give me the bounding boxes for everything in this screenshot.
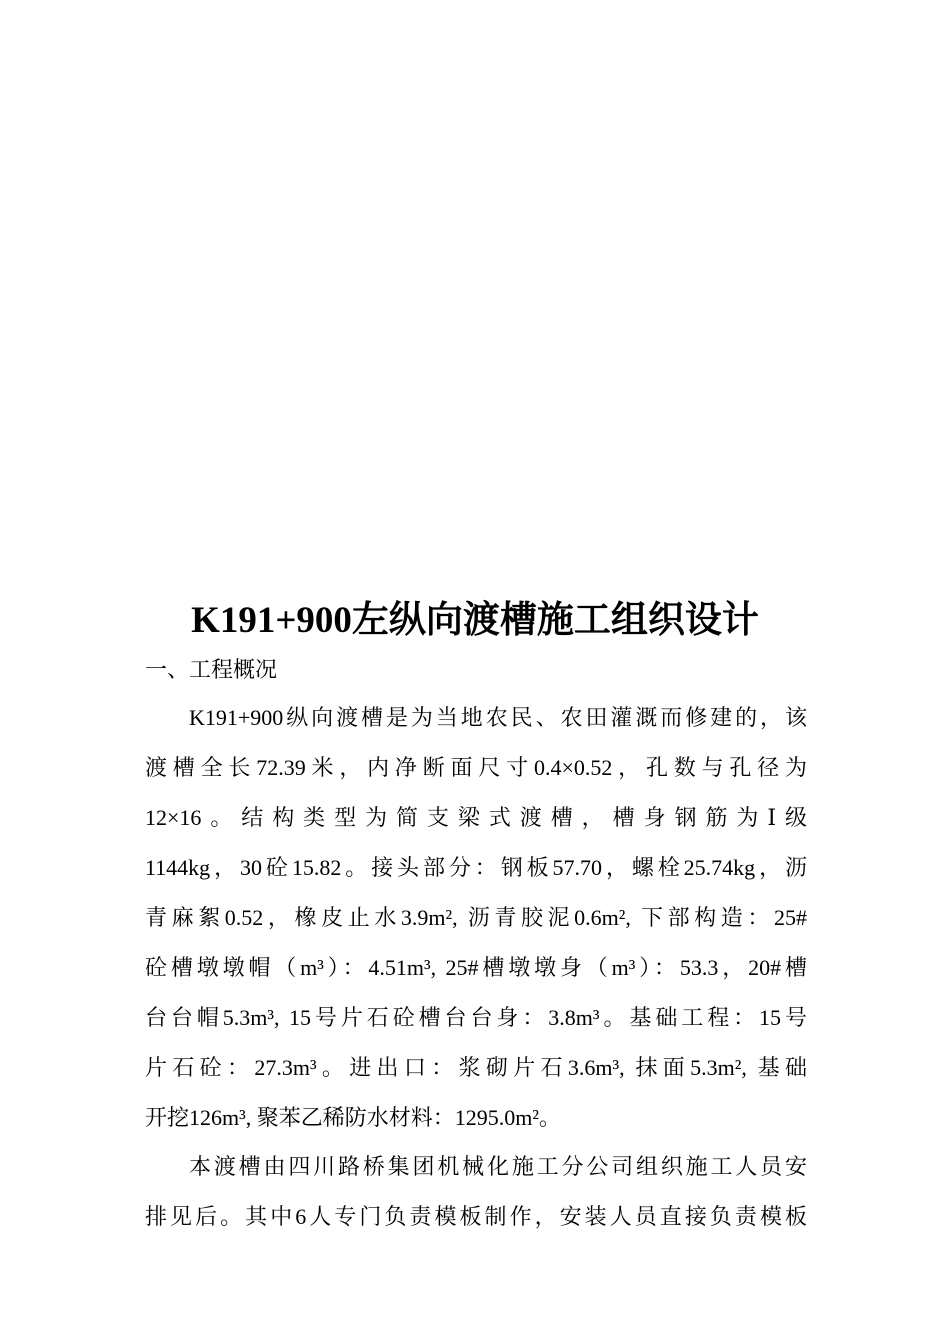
paragraph-construction-team bbox=[145, 1142, 807, 1242]
paragraph-line: 本渡槽由四川路桥集团机械化施工分公司组织施工人员安 bbox=[189, 1154, 807, 1179]
paragraph-line: 12×16。结构类型为简支梁式渡槽，槽身钢筋为Ⅰ级 bbox=[145, 805, 807, 830]
paragraph-line: 渡槽全长72.39米，内净断面尺寸0.4×0.52，孔数与孔径为 bbox=[145, 755, 807, 780]
paragraph-project-overview bbox=[145, 693, 807, 1143]
paragraph-line: 开挖126m³, 聚苯乙稀防水材料：1295.0m²。 bbox=[145, 1105, 561, 1130]
paragraph-line: 砼槽墩墩帽（m³）：4.51m³, 25#槽墩墩身（m³）：53.3，20#槽 bbox=[145, 955, 807, 980]
paragraph-line: 排见后。其中6人专门负责模板制作，安装人员直接负责模板 bbox=[145, 1204, 807, 1229]
paragraph-line: 片石砼：27.3m³。进出口：浆砌片石3.6m³, 抹面5.3m², 基础 bbox=[145, 1055, 807, 1080]
document-title: K191+900左纵向渡槽施工组织设计 bbox=[191, 600, 759, 641]
paragraph-line: 1144kg，30砼15.82。接头部分：钢板57.70，螺栓25.74kg，沥 bbox=[145, 855, 807, 880]
section-heading: 一、工程概况 bbox=[145, 657, 278, 682]
paragraph-line: 台台帽5.3m³, 15号片石砼槽台台身：3.8m³。基础工程：15号 bbox=[145, 1005, 807, 1030]
paragraph-line: K191+900纵向渡槽是为当地农民、农田灌溉而修建的，该 bbox=[189, 705, 807, 730]
paragraph-line: 青麻絮0.52，橡皮止水3.9m², 沥青胶泥0.6m², 下部构造：25# bbox=[145, 905, 807, 930]
